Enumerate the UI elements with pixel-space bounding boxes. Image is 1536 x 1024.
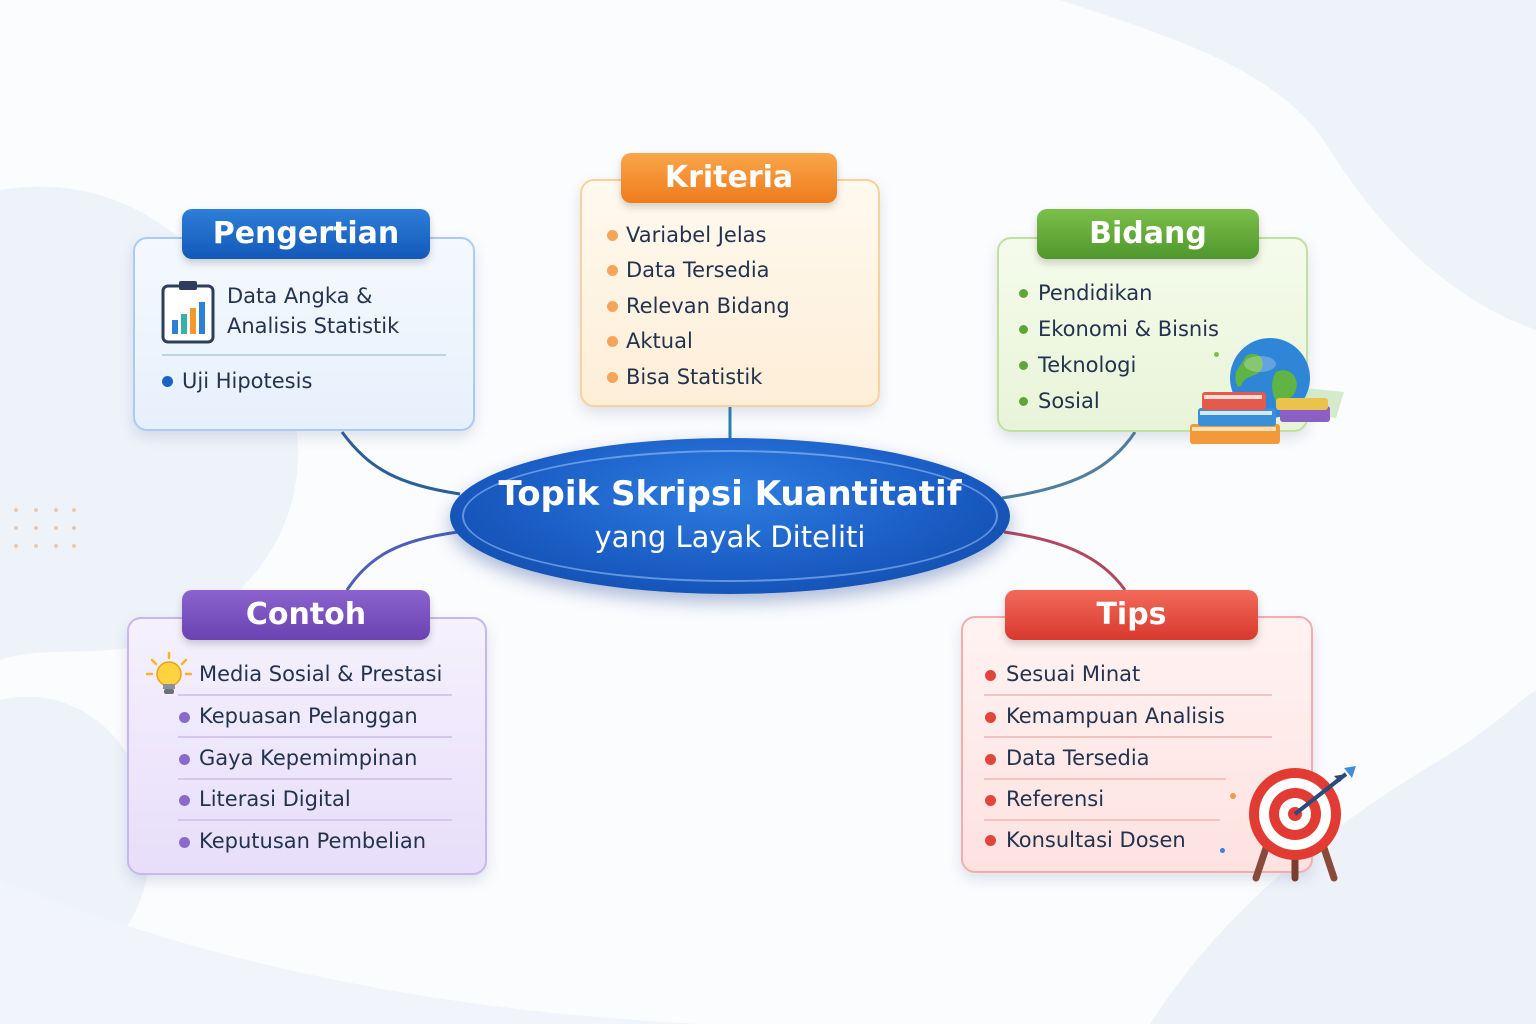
card-title-tips: Tips (1005, 590, 1258, 640)
pengertian-item: Uji Hipotesis (182, 369, 313, 393)
tips-item-2: Kemampuan Analisis (1006, 704, 1225, 728)
bullet (607, 372, 618, 383)
contoh-item-2: Kepuasan Pelanggan (199, 704, 418, 728)
tips-separator (984, 778, 1226, 780)
bullet (179, 754, 190, 765)
bullet (985, 670, 996, 681)
pengertian-separator (162, 354, 446, 356)
decorative-dot (1230, 793, 1236, 799)
contoh-separator (178, 736, 452, 738)
connector-tips (1004, 532, 1125, 590)
lightbulb-icon (146, 652, 192, 698)
kriteria-item-2: Data Tersedia (626, 258, 770, 282)
tips-item-1: Sesuai Minat (1006, 662, 1141, 686)
contoh-item-4: Literasi Digital (199, 787, 351, 811)
bullet (985, 795, 996, 806)
pengertian-line-2: Analisis Statistik (227, 314, 400, 338)
pengertian-line-1: Data Angka & (227, 284, 373, 308)
bidang-item-2: Ekonomi & Bisnis (1038, 317, 1219, 341)
contoh-separator (178, 694, 452, 696)
tips-item-4: Referensi (1006, 787, 1105, 811)
central-topic-ring (462, 450, 998, 582)
contoh-item-3: Gaya Kepemimpinan (199, 746, 418, 770)
central-topic-subtitle: yang Layak Diteliti (594, 520, 866, 554)
kriteria-item-1: Variabel Jelas (626, 223, 767, 247)
tips-separator (984, 819, 1220, 821)
tips-separator (984, 736, 1272, 738)
bidang-item-1: Pendidikan (1038, 281, 1153, 305)
bullet (1019, 325, 1028, 334)
bullet (1019, 361, 1028, 370)
contoh-separator (178, 778, 452, 780)
bidang-item-4: Sosial (1038, 389, 1100, 413)
connector-bidang (1002, 432, 1135, 498)
bullet (607, 265, 618, 276)
card-title-kriteria: Kriteria (621, 153, 837, 203)
connector-pengertian (342, 432, 460, 494)
tips-item-3: Data Tersedia (1006, 746, 1150, 770)
central-topic-title: Topik Skripsi Kuantitatif (498, 474, 962, 514)
contoh-item-5: Keputusan Pembelian (199, 829, 427, 853)
kriteria-item-5: Bisa Statistik (626, 365, 763, 389)
bullet (607, 336, 618, 347)
tips-separator (984, 694, 1272, 696)
bullet (179, 712, 190, 723)
card-title-bidang: Bidang (1037, 209, 1259, 259)
bullet (985, 712, 996, 723)
bullet (985, 754, 996, 765)
bullet (1019, 397, 1028, 406)
tips-item-5: Konsultasi Dosen (1006, 828, 1186, 852)
card-title-contoh: Contoh (182, 590, 430, 640)
bullet (179, 837, 190, 848)
bullet (607, 230, 618, 241)
kriteria-item-3: Relevan Bidang (626, 294, 790, 318)
bullet (985, 835, 996, 846)
contoh-separator (178, 819, 452, 821)
bidang-item-3: Teknologi (1038, 353, 1137, 377)
decorative-dot (1220, 848, 1225, 853)
target-arrow-icon (1240, 764, 1360, 882)
clipboard-chart-icon (160, 280, 216, 344)
globe-books-icon (1186, 336, 1346, 454)
contoh-item-1: Media Sosial & Prestasi (199, 662, 443, 686)
card-title-pengertian: Pengertian (182, 209, 430, 259)
connector-contoh (347, 532, 458, 590)
bullet (179, 795, 190, 806)
decorative-dot (1214, 352, 1219, 357)
bullet (162, 376, 173, 387)
kriteria-item-4: Aktual (626, 329, 693, 353)
bullet (1019, 289, 1028, 298)
bullet (607, 301, 618, 312)
